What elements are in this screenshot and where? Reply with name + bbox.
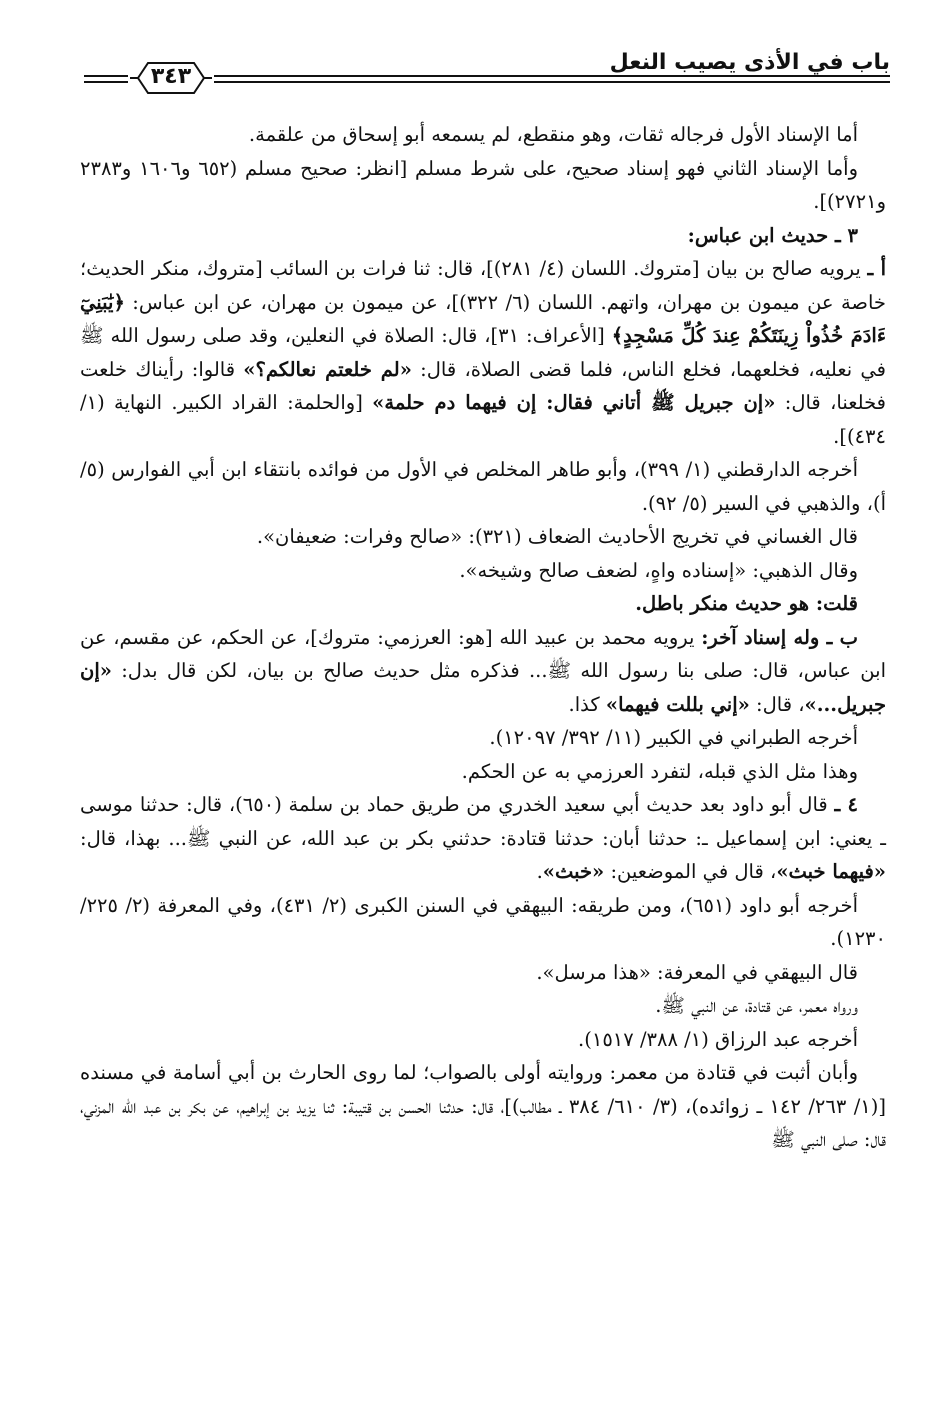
header-rule xyxy=(214,81,890,83)
header-rule xyxy=(84,75,128,77)
chapter-title: باب في الأذى يصيب النعل xyxy=(609,50,890,75)
paragraph xyxy=(80,1023,886,1057)
page-number: ٣٤٣ xyxy=(150,64,192,89)
text-run: وهذا مثل الذي قبله، لتفرد العرزمي به عن الحكم. xyxy=(461,759,858,783)
paragraph xyxy=(80,956,886,990)
paragraph xyxy=(80,989,886,1023)
bold-text: ٤ ـ xyxy=(834,793,858,816)
bold-text: ب ـ وله إسناد آخر: xyxy=(701,625,859,649)
paragraph xyxy=(80,721,886,755)
text-run: وأبان أثبت في قتادة من معمر: وروايته أولى بالصواب؛ لما روى الحارث بن أبي أسامة في مسنده [(١/ ٢٦٣/ ١٤٢ ـ زوائده)، (٣/ ٦١٠/ ٣٨٤ ـ مطالب)]، قال: حدثنا الحسن بن قتيبة: ثنا يزيد بن إبراهيم، عن بكر بن عبد الله المزني، قال: صلى النبي ﷺ xyxy=(80,1061,886,1151)
text-run: أخرجه الطبراني في الكبير (١١/ ٣٩٢/ ١٢٠٩٧). xyxy=(489,726,858,749)
paragraph xyxy=(80,1056,886,1157)
text-run: قال البيهقي في المعرفة: «هذا مرسل». xyxy=(536,960,858,984)
text-run: ، قال: xyxy=(749,692,805,716)
paragraph xyxy=(80,118,886,152)
text-run: ورواه معمر، عن قتادة، عن النبي ﷺ. xyxy=(655,994,858,1017)
page-header xyxy=(84,44,890,104)
page-body xyxy=(80,118,886,1157)
text-run: قالوا: رأيناك خلعت فخلعنا، قال: xyxy=(80,357,886,414)
text-run: يرويه محمد بن عبيد الله [هو: العرزمي: متروك]، عن الحكم، عن مقسم، عن ابن عباس، قال: صلى بنا رسول الله ﷺ... فذكره مثل حديث صالح بن بيان، لكن قال بدل: xyxy=(80,625,886,682)
page-number-frame xyxy=(128,60,214,96)
text-run: أخرجه الدارقطني (١/ ٣٩٩)، وأبو طاهر المخلص في الأول من فوائده بانتقاء ابن أبي الفوارس (٥/أ)، والذهبي في السير (٥/ ٩٢). xyxy=(80,458,886,515)
text-run: . xyxy=(536,860,543,883)
bold-text: «إني بللت فيهما» xyxy=(605,692,750,716)
bold-text: «فيهما خبث» xyxy=(776,860,886,883)
text-run: [الأعراف: ٣١]، قال: الصلاة في النعلين، وقد صلى رسول الله ﷺ في نعليه، فخلعهما، فخلع الناس، فلما قضى الصلاة، قال: xyxy=(80,324,886,381)
paragraph xyxy=(80,152,886,219)
text-run: يرويه صالح بن بيان [متروك. اللسان (٤/ ٢٨١)]، قال: ثنا فرات بن السائب [متروك، منكر الحديث؛ خاصة عن ميمون بن مهران، واتهم. اللسان (٦/ ٣٢٢)]، عن ميمون بن مهران، عن ابن عباس: xyxy=(80,257,886,314)
bold-text: ﴿يَٰبَنِيٓ ءَادَمَ خُذُواْ زِينَتَكُمْ عِندَ كُلِّ مَسْجِدٍ﴾ xyxy=(80,290,887,347)
paragraph xyxy=(80,453,886,520)
paragraph xyxy=(80,621,886,722)
paragraph xyxy=(80,252,886,453)
paragraph xyxy=(80,889,886,956)
bold-text: «إن جبريل ﷺ أتاني فقال: إن فيهما دم حلمة» xyxy=(372,391,776,414)
text-run: أخرجه عبد الرزاق (١/ ٣٨٨/ ١٥١٧). xyxy=(578,1027,858,1051)
text-run: أما الإسناد الأول فرجاله ثقات، وهو منقطع، لم يسمعه أبو إسحاق من علقمة. xyxy=(248,123,858,146)
paragraph xyxy=(80,554,886,588)
header-rule xyxy=(84,81,128,83)
text-run: وأما الإسناد الثاني فهو إسناد صحيح، على شرط مسلم [انظر: صحيح مسلم (٦٥٢ و١٦٠٦ و٢٣٨٣ و٢٧٢١)]. xyxy=(80,156,886,213)
paragraph xyxy=(80,520,886,554)
paragraph xyxy=(80,587,886,621)
paragraph xyxy=(80,219,886,253)
header-rule xyxy=(214,75,890,77)
bold-text: أ ـ xyxy=(867,257,886,280)
text-run: ، قال في الموضعين: xyxy=(604,860,777,883)
bold-text: «خبث» xyxy=(542,860,605,883)
text-run: أخرجه أبو داود (٦٥١)، ومن طريقه: البيهقي في السنن الكبرى (٢/ ٤٣١)، وفي المعرفة (٢/ ٢٢٥/ ١٢٣٠). xyxy=(80,893,886,950)
text-run: كذا. xyxy=(568,692,606,716)
text-run: وقال الذهبي: «إسناده واهٍ، لضعف صالح وشيخه». xyxy=(459,558,858,582)
paragraph xyxy=(80,755,886,789)
bold-text: قلت: هو حديث منكر باطل. xyxy=(635,592,858,615)
bold-text: «لم خلعتم نعالكم؟» xyxy=(243,357,412,381)
bold-text: ٣ ـ حديث ابن عباس: xyxy=(687,223,858,247)
text-run: [والحلمة: القراد الكبير. النهاية (١/ ٤٣٤)]. xyxy=(80,391,886,448)
text-run: قال الغساني في تخريج الأحاديث الضعاف (٣٢١): «صالح وفرات: ضعيفان». xyxy=(256,525,858,548)
bold-text: «إن جبريل...» xyxy=(80,659,886,716)
paragraph xyxy=(80,788,886,889)
text-run: قال أبو داود بعد حديث أبي سعيد الخدري من طريق حماد بن سلمة (٦٥٠)، قال: حدثنا موسى ـ يعني: ابن إسماعيل ـ: حدثنا أبان: حدثنا قتادة: حدثني بكر بن عبد الله، عن النبي ﷺ... بهذا، قال: xyxy=(80,793,886,850)
